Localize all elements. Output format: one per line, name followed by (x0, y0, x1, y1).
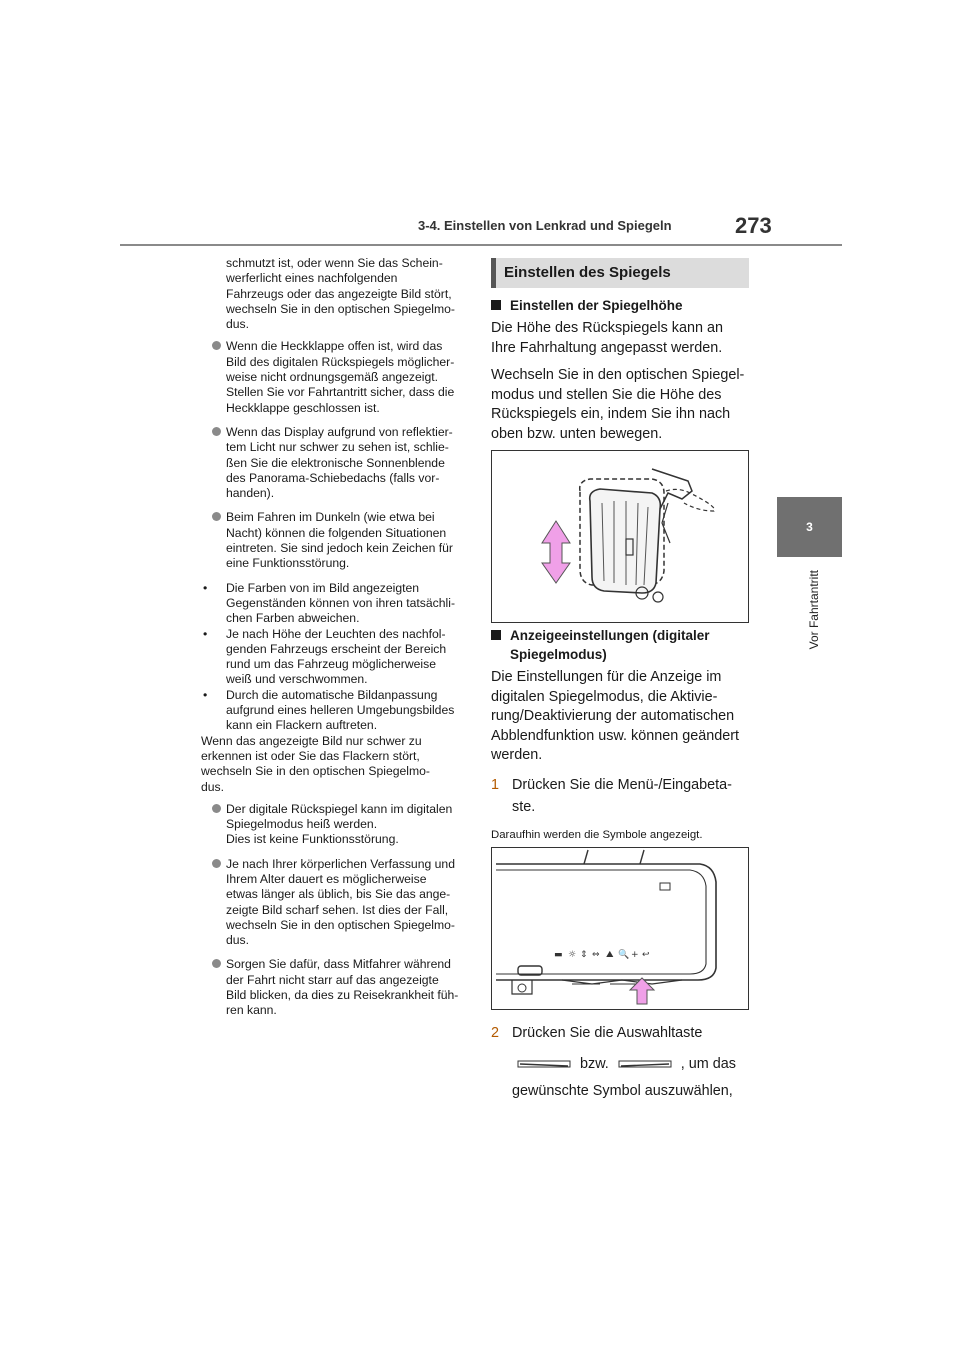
bullet-item (201, 802, 469, 848)
svg-text:⇕: ⇕ (580, 950, 588, 960)
right-column-bottom (491, 1022, 749, 1104)
running-header-title: 3-4. Einstellen von Lenkrad und Spiegeln (418, 218, 672, 233)
display-settings-paragraph: Die Einstellungen für die Anzeige im digitalen Spiegelmodus, die Aktivie- rung/Deaktivierung der automatischen Abblendfunktion usw. können geändert werden. (491, 669, 740, 763)
mirror-height-paragraph-2: Wechseln Sie in den optischen Spiegel- modus und stellen Sie die Höhe des Rückspiegels ein, indem Sie ihn nach oben bzw. unten bewegen. (491, 367, 745, 442)
svg-text:+: + (631, 950, 639, 960)
square-bullet-icon (491, 630, 501, 640)
after-dashes-paragraph: Wenn das angezeigte Bild nur schwer zu erkennen ist oder Sie das Flackern stört, wechseln Sie in den optischen Spiegelmo- dus. (201, 733, 430, 794)
select-button-left-icon (516, 1057, 572, 1071)
dash-marker: • (203, 687, 208, 702)
dash-marker: • (203, 626, 208, 641)
dash-text: Die Farben von im Bild angezeigten Gegenständen können von ihren tatsächli- chen Farben abweichen. (226, 580, 456, 626)
intro-paragraph: schmutzt ist, oder wenn Sie das Schein- werferlicht eines nachfolgenden Fahrzeugs oder das angezeigte Bild stört, wechseln Sie in den optischen Spiegelmo- dus. (226, 256, 455, 332)
section-heading: Einstellen des Spiegels (491, 258, 749, 288)
bzw-text: bzw. (580, 1056, 609, 1072)
bullet-text: Der digitale Rückspiegel kann im digitalen Spiegelmodus heiß werden. Dies ist keine Funktionsstörung. (226, 801, 453, 847)
dash-text: Durch die automatische Bildanpassung aufgrund eines helleren Umgebungsbildes kann ein Flackern auftreten. (226, 687, 455, 733)
mirror-height-paragraph-1: Die Höhe des Rückspiegels kann an Ihre Fahrhaltung angepasst werden. (491, 320, 723, 356)
step-2-buttons-line (491, 1052, 749, 1076)
dash-text: Je nach Höhe der Leuchten des nachfol- genden Fahrzeugs erscheint der Bereich rund um das Fahrzeug möglicherweise weiß und verschwommen. (226, 626, 447, 687)
up-down-arrow-icon (542, 521, 570, 583)
dash-marker: • (203, 580, 208, 595)
svg-text:↩: ↩ (642, 950, 650, 960)
bullet-item (201, 857, 469, 949)
bullet-text: Wenn das Display aufgrund von reflektier- tem Licht nur schwer zu sehen ist, schlie- ßen Sie die elektronische Sonnenblende des Panorama-Schiebedachs (falls vor- handen). (226, 424, 453, 501)
right-column-lower (491, 626, 749, 855)
bullet-text: Beim Fahren im Dunkeln (wie etwa bei Nacht) können die folgenden Situationen eintreten. Sie sind jedoch kein Zeichen für eine Funktionsstörung. (226, 510, 453, 571)
bullet-item (201, 339, 469, 415)
bullet-dot-icon (212, 804, 221, 813)
page-number: 273 (735, 213, 772, 238)
step-1 (491, 774, 749, 818)
square-bullet-icon (491, 300, 501, 310)
subheading-text: Anzeigeeinstellungen (digitaler Spiegelmodus) (510, 628, 710, 662)
step-number: 2 (491, 1025, 500, 1041)
svg-text:🔍: 🔍 (618, 950, 630, 960)
bullet-dot-icon (212, 959, 221, 968)
step-number: 1 (491, 776, 500, 793)
bullet-dot-icon (212, 341, 221, 350)
svg-text:⇔: ⇔ (592, 950, 600, 960)
figure-mirror-height (491, 450, 749, 623)
bullet-item (201, 510, 469, 571)
dash-list-item (201, 688, 469, 734)
chapter-label: Vor Fahrtantritt (807, 570, 821, 650)
bullet-dot-icon (212, 427, 221, 436)
svg-text:▬: ▬ (554, 950, 563, 960)
bullet-text: Sorgen Sie dafür, dass Mitfahrer während der Fahrt nicht starr auf das angezeigte Bild blicken, da dies zu Reisekrankheit füh- ren kann. (226, 957, 459, 1018)
figure-mirror-display (491, 847, 749, 1010)
chapter-tab[interactable]: 3 (777, 497, 842, 557)
step-text: Drücken Sie die Menü-/Eingabeta- ste. (512, 776, 732, 815)
bullet-dot-icon (212, 859, 221, 868)
subheading-mirror-height (491, 296, 749, 315)
bullet-item (201, 957, 469, 1018)
right-column (491, 258, 749, 452)
bullet-dot-icon (212, 512, 221, 521)
step-2 (491, 1022, 749, 1044)
mirror-menu-icons (554, 948, 650, 960)
um-das-text: , um das (680, 1056, 736, 1072)
bullet-text: Je nach Ihrer körperlichen Verfassung und Ihrem Alter dauert es möglicherweise etwas länger als üblich, bis Sie das ange- zeigte Bild scharf sehen. Ist dies der Fall, wechseln Sie in den optischen Spiegelmo- dus. (226, 856, 455, 948)
dash-list-item (201, 581, 469, 627)
bullet-text: Wenn die Heckklappe offen ist, wird das Bild des digitalen Rückspiegels möglicher- weise nicht ordnungsgemäß angezeigt. Stellen Sie vor Fahrtantritt sicher, dass die Heckklappe geschlossen ist. (226, 339, 455, 415)
step-1-note: Daraufhin werden die Symbole angezeigt. (491, 828, 703, 841)
svg-text:⛰: ⛰ (606, 950, 614, 960)
subheading-display-settings (491, 626, 749, 664)
bullet-item (201, 425, 469, 501)
left-column (201, 256, 469, 1028)
svg-text:☼: ☼ (568, 950, 577, 960)
subheading-text: Einstellen der Spiegelhöhe (510, 298, 683, 313)
header-divider (120, 244, 842, 246)
dash-list-item (201, 627, 469, 688)
step-text: Drücken Sie die Auswahltaste (512, 1025, 703, 1041)
step-2-line-3: gewünschte Symbol auszuwählen, (512, 1083, 733, 1099)
select-button-right-icon (617, 1057, 673, 1071)
